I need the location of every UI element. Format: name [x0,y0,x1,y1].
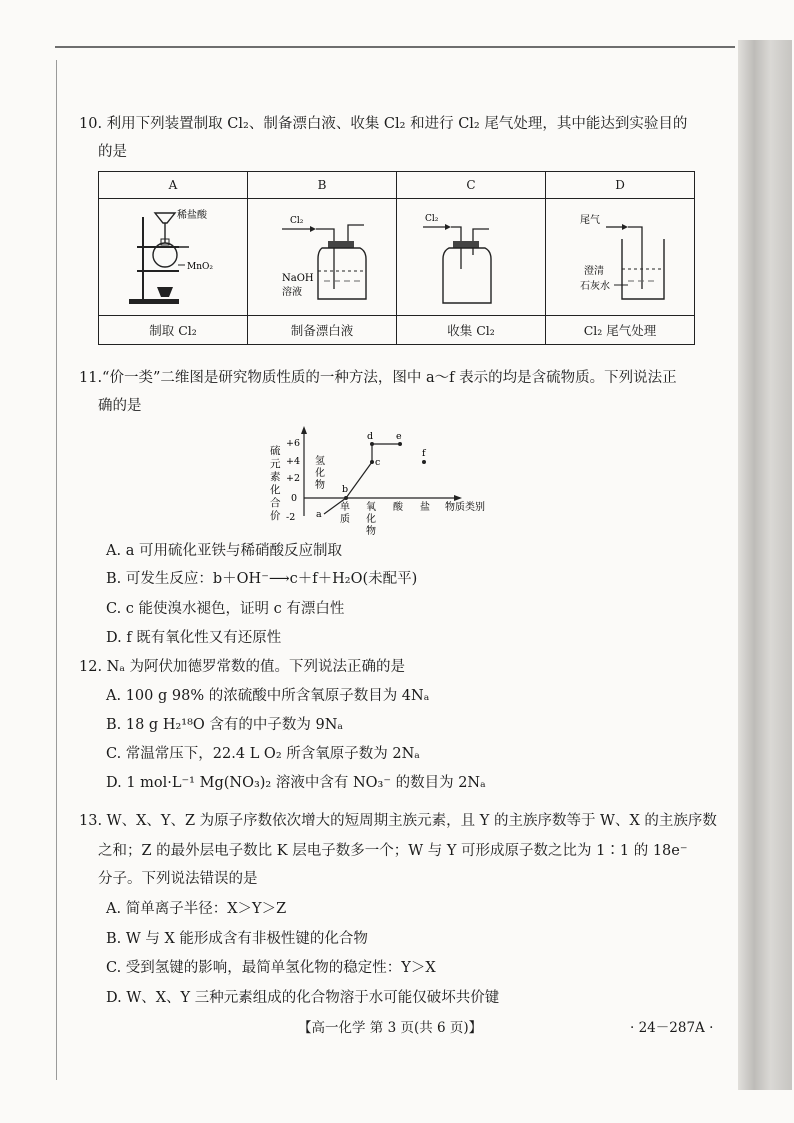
q12-option-a: A. 100 g 98% 的浓硫酸中所含氧原子数目为 4Nₐ [106,688,430,704]
q13-stem-line2: 之和；Z 的最外层电子数比 K 层电子数多一个；W 与 Y 可形成原子数之比为 1∶1 的 18e⁻ [98,843,688,859]
label-clear: 澄清 [584,266,604,277]
y-axis-label [270,444,281,522]
svg-text:化: 化 [366,514,376,525]
cat-acid: 酸 [393,502,403,513]
label-b-cl2: Cl₂ [290,216,304,226]
point-d [370,442,374,446]
q11-stem-line2: 确的是 [98,398,142,414]
label-f: f [422,448,426,459]
svg-text:化: 化 [270,484,281,496]
q10-stem-line2: 的是 [98,144,127,160]
label-tail-gas: 尾气 [580,215,600,226]
q13-option-b: B. W 与 X 能形成含有非极性键的化合物 [106,931,368,947]
svg-text:硫: 硫 [270,445,281,457]
ytick-p2: +2 [286,473,301,484]
svg-text:素: 素 [270,471,281,483]
label-dilute-hcl: 稀盐酸 [177,210,207,221]
q10-stem-line1: 10. 利用下列装置制取 Cl₂、制备漂白液、收集 Cl₂ 和进行 Cl₂ 尾气处理，其中能达到实验目的 [79,116,688,132]
cat-salt: 盐 [420,502,430,513]
point-e [398,442,402,446]
ytick-p4: +4 [286,456,301,467]
q13-stem-line3: 分子。下列说法错误的是 [98,871,258,887]
svg-text:合: 合 [270,497,281,509]
q11-option-b: B. 可发生反应：b＋OH⁻⟶c＋f＋H₂O(未配平) [106,571,418,587]
apparatus-a-drawing [103,199,243,312]
q12-option-c: C. 常温常压下，22.4 L O₂ 所含氧原子数为 2Nₐ [106,746,420,762]
label-b: b [342,484,349,495]
apparatus-c [397,199,546,316]
apparatus-d-drawing [550,199,690,312]
y-tick-labels [286,438,300,523]
svg-text:价: 价 [270,510,281,522]
caption-a: 制取 Cl₂ [99,316,248,345]
q12-stem: 12. Nₐ 为阿伏加德罗常数的值。下列说法正确的是 [79,659,406,675]
point-f [422,460,426,464]
apparatus-c-drawing [401,199,541,312]
svg-text:氢: 氢 [315,456,325,467]
paper-code: · 24－287A · [630,1020,714,1036]
label-c-cl2: Cl₂ [425,214,439,224]
caption-b: 制备漂白液 [248,316,397,345]
q11-option-c: C. c 能使溴水褪色，证明 c 有漂白性 [106,601,345,617]
header-c: C [397,172,546,199]
q12-option-d: D. 1 mol·L⁻¹ Mg(NO₃)₂ 溶液中含有 NO₃⁻ 的数目为 2Nₐ [106,775,486,791]
q11-option-d: D. f 既有氧化性又有还原性 [106,630,282,646]
label-e: e [396,431,402,442]
q13-option-a: A. 简单离子半径：X＞Y＞Z [106,901,287,917]
header-a: A [99,172,248,199]
scan-left-edge [56,60,57,1080]
q13-option-d: D. W、X、Y 三种元素组成的化合物溶于水可能仅破坏共价键 [106,990,500,1006]
label-solution: 溶液 [282,287,302,298]
svg-text:氧: 氧 [366,502,376,513]
apparatus-b [248,199,397,316]
q11-stem-line1: 11.“价一类”二维图是研究物质性质的一种方法，图中 a～f 表示的均是含硫物质。下列说法正 [79,370,677,386]
ytick-0: 0 [291,493,298,504]
page-footer: 【高一化学 第 3 页(共 6 页)】 [298,1020,483,1036]
label-mno2: MnO₂ [187,262,213,272]
label-d: d [367,431,374,442]
svg-text:物: 物 [366,526,376,537]
svg-text:化: 化 [315,468,325,479]
svg-text:元: 元 [270,458,281,470]
caption-d: Cl₂ 尾气处理 [546,316,695,345]
header-d: D [546,172,695,199]
valence-class-diagram [262,424,502,542]
svg-text:质: 质 [340,514,350,525]
q12-option-b: B. 18 g H₂¹⁸O 含有的中子数为 9Nₐ [106,717,344,733]
apparatus-a [99,199,248,316]
scan-right-edge [738,40,792,1090]
caption-c: 收集 Cl₂ [397,316,546,345]
q13-option-c: C. 受到氢键的影响，最简单氢化物的稳定性：Y＞X [106,960,436,976]
scan-top-edge [55,46,735,48]
point-b [344,496,348,500]
point-c [370,460,374,464]
ytick-m2: -2 [286,512,296,523]
ytick-p6: +6 [286,438,301,449]
label-limewater: 石灰水 [580,281,610,292]
x-axis-label: 物质类别 [445,502,485,513]
svg-text:单: 单 [340,502,350,513]
q11-option-a: A. a 可用硫化亚铁与稀硝酸反应制取 [106,543,342,559]
x-category-labels [315,454,485,537]
apparatus-d [546,199,695,316]
q13-stem-line1: 13. W、X、Y、Z 为原子序数依次增大的短周期主族元素，且 Y 的主族序数等于 W、X 的主族序数 [79,813,717,829]
svg-text:物: 物 [315,480,325,491]
label-naoh: NaOH [282,273,314,284]
header-b: B [248,172,397,199]
apparatus-b-drawing [252,199,392,312]
label-c: c [375,457,381,468]
label-a: a [316,509,322,520]
q10-apparatus-table [98,171,695,345]
